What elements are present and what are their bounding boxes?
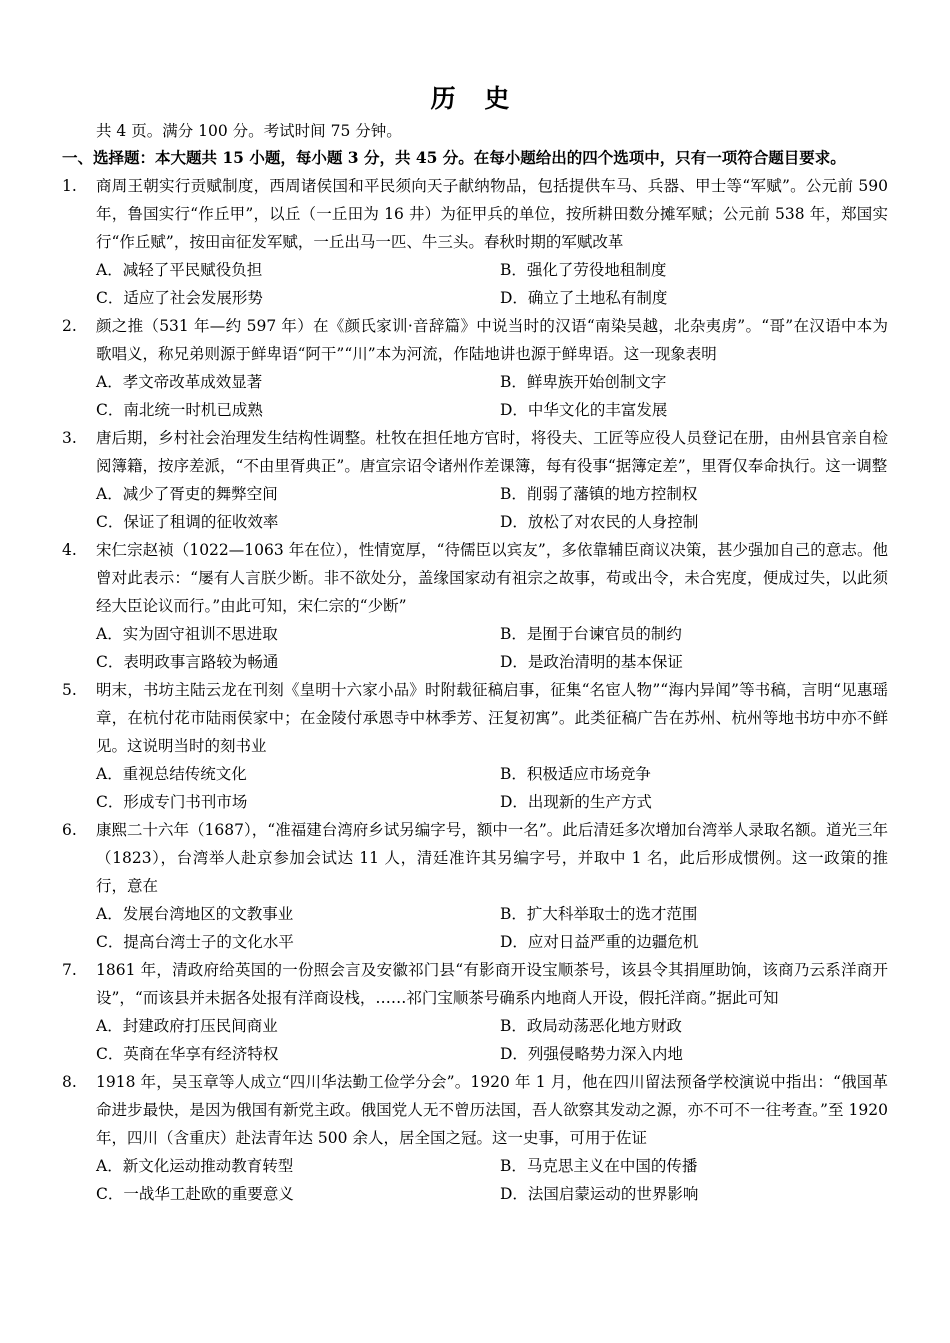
question-number: 3.	[62, 429, 77, 447]
option-d: D．应对日益严重的边疆危机	[500, 933, 699, 951]
question-stem	[62, 536, 888, 620]
option-a: A．实为固守祖训不思进取	[96, 625, 278, 643]
option-c: C．英商在华享有经济特权	[96, 1045, 279, 1063]
question-2	[62, 312, 888, 424]
option-b: B．削弱了藩镇的地方控制权	[500, 485, 698, 503]
option-a: A．减少了胥吏的舞弊空间	[96, 485, 278, 503]
option-a: A．封建政府打压民间商业	[96, 1017, 278, 1035]
question-stem	[62, 1068, 888, 1152]
question-text: 商周王朝实行贡赋制度，西周诸侯国和平民须向天子献纳物品，包括提供车马、兵器、甲士等“军赋”。公元前 590 年，鲁国实行“作丘甲”，以丘（一丘田为 16 井）为征甲兵的单位，按所耕田数分摊军赋；公元前 538 年，郑国实行“作丘赋”，按田亩征发军赋，一丘出马一匹、牛三头。春秋时期的军赋改革	[96, 177, 888, 251]
question-text: 1918 年，吴玉章等人成立“四川华法勤工俭学分会”。1920 年 1 月，他在四川留法预备学校演说中指出：“俄国革命进步最快，是因为俄国有新党主政。俄国党人无不曾历法国，吾人欲察其发动之源，亦不可不一往考查。”至 1920 年，四川（含重庆）赴法青年达 500 余人，居全国之冠。这一史事，可用于佐证	[96, 1073, 888, 1147]
option-group	[62, 480, 888, 536]
question-stem	[62, 424, 888, 480]
option-group	[62, 1152, 888, 1208]
option-a: A．新文化运动推动教育转型	[96, 1157, 294, 1175]
question-text: 康熙二十六年（1687），“准福建台湾府乡试另编字号，额中一名”。此后清廷多次增加台湾举人录取名额。道光三年（1823），台湾举人赴京参加会试达 11 人，清廷准许其另编字号，并取中 1 名，此后形成惯例。这一政策的推行，意在	[96, 821, 888, 895]
option-d: D．法国启蒙运动的世界影响	[500, 1185, 699, 1203]
option-c: C．提高台湾士子的文化水平	[96, 933, 294, 951]
question-number: 1.	[62, 177, 77, 195]
option-group	[62, 1012, 888, 1068]
option-c: C．一战华工赴欧的重要意义	[96, 1185, 294, 1203]
option-d: D．出现新的生产方式	[500, 793, 652, 811]
option-group	[62, 368, 888, 424]
section-heading: 一、选择题：本大题共 15 小题，每小题 3 分，共 45 分。在每小题给出的四个选项中，只有一项符合题目要求。	[62, 148, 846, 167]
option-b: B．是囿于台谏官员的制约	[500, 625, 682, 643]
question-stem	[62, 816, 888, 900]
question-3	[62, 424, 888, 536]
question-stem	[62, 676, 888, 760]
question-number: 8.	[62, 1073, 77, 1091]
option-d: D．中华文化的丰富发展	[500, 401, 668, 419]
option-c: C．南北统一时机已成熟	[96, 401, 263, 419]
option-b: B．积极适应市场竞争	[500, 765, 651, 783]
question-number: 5.	[62, 681, 77, 699]
question-number: 2.	[62, 317, 77, 335]
option-b: B．鲜卑族开始创制文字	[500, 373, 667, 391]
question-5	[62, 676, 888, 816]
option-a: A．减轻了平民赋役负担	[96, 261, 263, 279]
question-1	[62, 172, 888, 312]
option-a: A．重视总结传统文化	[96, 765, 247, 783]
option-d: D．确立了土地私有制度	[500, 289, 668, 307]
option-a: A．发展台湾地区的文教事业	[96, 905, 294, 923]
option-group	[62, 620, 888, 676]
option-group	[62, 900, 888, 956]
option-c: C．适应了社会发展形势	[96, 289, 263, 307]
option-b: B．扩大科举取士的选才范围	[500, 905, 698, 923]
option-d: D．是政治清明的基本保证	[500, 653, 683, 671]
option-b: B．政局动荡恶化地方财政	[500, 1017, 682, 1035]
option-group	[62, 760, 888, 816]
question-list	[62, 172, 888, 1208]
question-stem	[62, 172, 888, 256]
question-4	[62, 536, 888, 676]
question-stem	[62, 312, 888, 368]
question-text: 明末，书坊主陆云龙在刊刻《皇明十六家小品》时附载征稿启事，征集“名宦人物”“海内异闻”等书稿，言明“见惠瑶章，在杭付花市陆雨侯家中；在金陵付承恩寺中林季芳、汪复初寓”。此类征稿广告在苏州、杭州等地书坊中亦不鲜见。这说明当时的刻书业	[96, 681, 888, 755]
question-text: 1861 年，清政府给英国的一份照会言及安徽祁门县“有影商开设宝顺茶号，该县令其捐厘助饷，该商乃云系洋商开设”，“而该县并未据各处报有洋商设栈，……祁门宝顺茶号确系内地商人开设，假托洋商。”据此可知	[96, 961, 888, 1007]
question-number: 4.	[62, 541, 77, 559]
option-a: A．孝文帝改革成效显著	[96, 373, 263, 391]
question-6	[62, 816, 888, 956]
question-7	[62, 956, 888, 1068]
option-b: B．马克思主义在中国的传播	[500, 1157, 698, 1175]
question-number: 6.	[62, 821, 77, 839]
option-c: C．表明政事言路较为畅通	[96, 653, 279, 671]
question-number: 7.	[62, 961, 77, 979]
option-group	[62, 256, 888, 312]
question-text: 颜之推（531 年—约 597 年）在《颜氏家训·音辞篇》中说当时的汉语“南染吴越，北杂夷虏”。“哥”在汉语中本为歌唱义，称兄弟则源于鲜卑语“阿干”“川”本为河流，作陆地讲也源于鲜卑语。这一现象表明	[96, 317, 888, 363]
page-title: 历 史	[430, 84, 520, 113]
option-c: C．保证了租调的征收效率	[96, 513, 279, 531]
option-d: D．放松了对农民的人身控制	[500, 513, 699, 531]
option-b: B．强化了劳役地租制度	[500, 261, 667, 279]
option-d: D．列强侵略势力深入内地	[500, 1045, 683, 1063]
question-text: 唐后期，乡村社会治理发生结构性调整。杜牧在担任地方官时，将役夫、工匠等应役人员登记在册，由州县官亲自检阅簿籍，按序差派，“不由里胥典正”。唐宣宗诏令诸州作差课簿，每有役事“据簿定差”，里胥仅奉命执行。这一调整	[96, 429, 888, 475]
option-c: C．形成专门书刊市场	[96, 793, 248, 811]
question-8	[62, 1068, 888, 1208]
question-stem	[62, 956, 888, 1012]
exam-intro: 共 4 页。满分 100 分。考试时间 75 分钟。	[96, 122, 402, 140]
question-text: 宋仁宗赵祯（1022—1063 年在位），性情宽厚，“待儒臣以宾友”，多依靠辅臣商议决策，甚少强加自己的意志。他曾对此表示：“屡有人言朕少断。非不欲处分，盖缘国家动有祖宗之故事，苟或出令，未合宪度，便成过失，以此须经大臣论议而行。”由此可知，宋仁宗的“少断”	[96, 541, 888, 615]
